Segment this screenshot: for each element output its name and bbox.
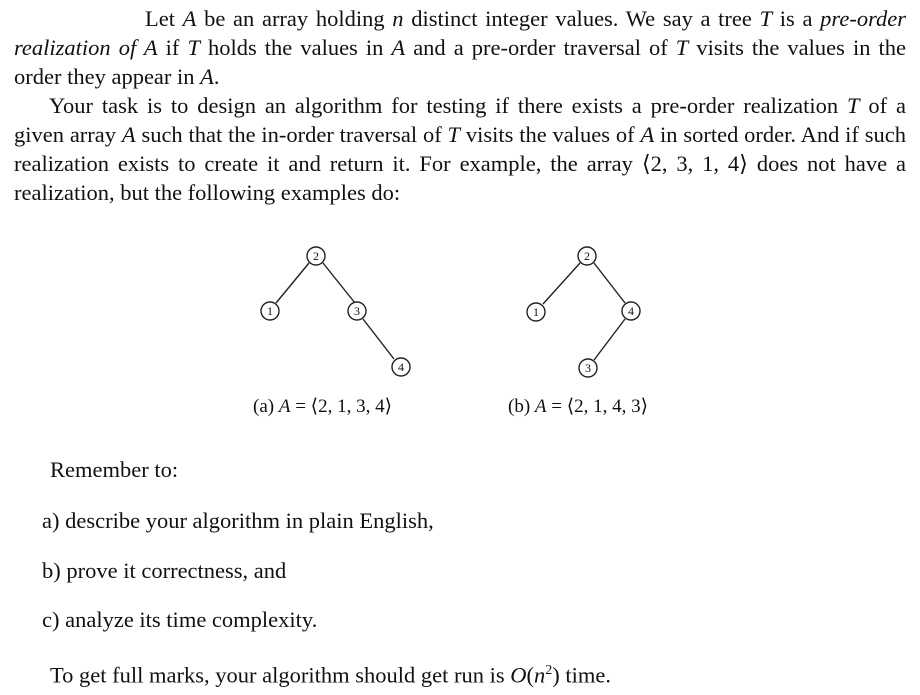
var-n: n [392, 6, 404, 31]
example-array: ⟨2, 3, 1, 4⟩ [641, 151, 748, 176]
reminder-heading: Remember to: [50, 457, 179, 482]
tree-b [527, 247, 640, 377]
var-T: T [447, 122, 461, 147]
var-T: T [847, 93, 860, 118]
svg-text:3: 3 [585, 361, 591, 375]
tree-node [392, 358, 410, 376]
task-paragraph: Your task is to design an algorithm for testing if there exists a pre-order realization T of a given array A such that the in-order traversal of T visits the values of A in sorted order. And if such realization exists to create it and return it. For example, the array ⟨2, 3, 1, 4⟩ does not have a realization, but the following examples do: [14, 93, 907, 205]
edge-b-2-1 [543, 263, 580, 304]
tree-node [348, 302, 366, 320]
caption-a: (a) A = ⟨2, 1, 3, 4⟩ [253, 396, 392, 417]
svg-text:4: 4 [628, 304, 634, 318]
tree-node [622, 302, 640, 320]
tree-node [527, 303, 545, 321]
var-A: A [391, 35, 406, 60]
tree-a [261, 247, 410, 376]
edge-a-2-3 [323, 263, 355, 303]
tree-node [578, 247, 596, 265]
edge-a-2-1 [276, 263, 309, 303]
svg-text:1: 1 [533, 305, 539, 319]
svg-text:1: 1 [267, 304, 273, 318]
caption-b: (b) A = ⟨2, 1, 4, 3⟩ [508, 396, 649, 417]
reminder-item: a) describe your algorithm in plain English, [42, 508, 434, 533]
var-T: T [759, 6, 773, 31]
reminder-item: c) analyze its time complexity. [42, 607, 318, 632]
tree-node [307, 247, 325, 265]
svg-text:4: 4 [398, 360, 404, 374]
var-A: A [182, 6, 197, 31]
var-A: A [121, 122, 136, 147]
var-A: A [640, 122, 655, 147]
complexity-requirement: To get full marks, your algorithm should get run is $O(n^2)$ time. [50, 662, 611, 688]
intro-paragraph: Let A be an array holding n distinct integer values. We say a tree T is a pre-order realization of A if T holds the values in A and a pre-order traversal of T visits the values in the order they appear in A. [14, 6, 906, 89]
svg-text:2: 2 [584, 249, 590, 263]
svg-text:2: 2 [313, 249, 319, 263]
svg-text:3: 3 [354, 304, 360, 318]
var-T: T [187, 35, 200, 60]
edge-b-4-3 [594, 319, 625, 360]
edge-b-2-4 [594, 263, 625, 303]
var-A: A [200, 64, 214, 89]
reminder-item: b) prove it correctness, and [42, 558, 287, 583]
var-T: T [675, 35, 689, 60]
defined-term: pre-order realization of A [14, 6, 906, 60]
edge-a-3-4 [363, 319, 394, 359]
tree-node [261, 302, 279, 320]
tree-node [579, 359, 597, 377]
